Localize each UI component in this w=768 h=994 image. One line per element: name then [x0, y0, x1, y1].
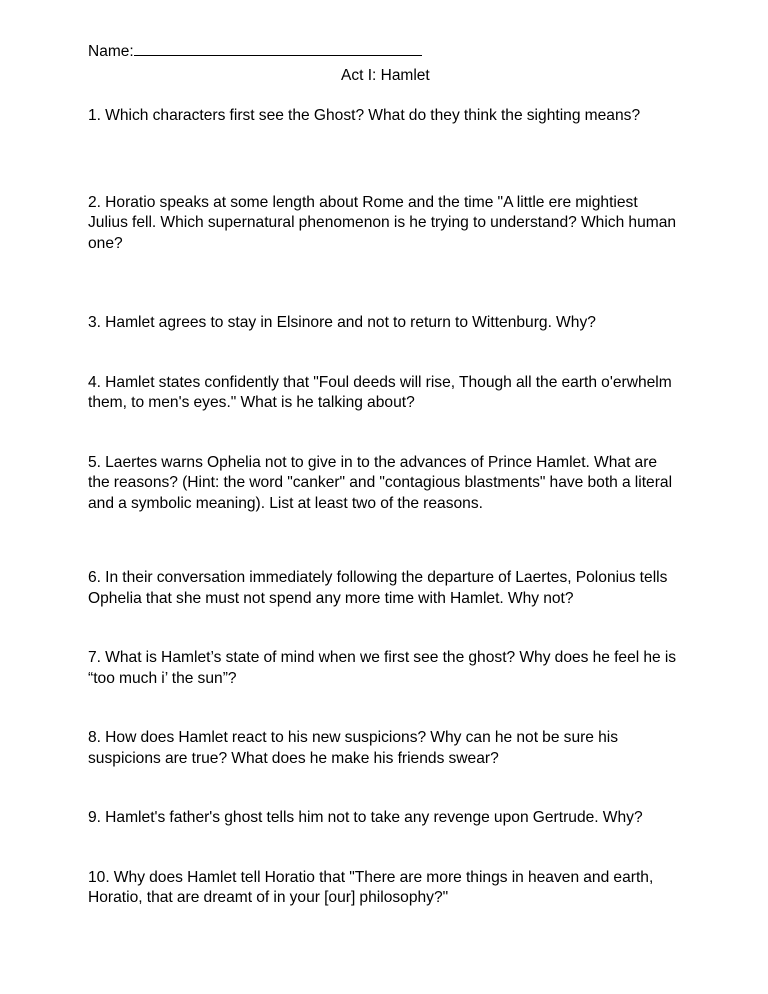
question-9: 9. Hamlet's father's ghost tells him not to take any revenge upon Gertrude. Why?: [88, 809, 643, 826]
question-4: 4. Hamlet states confidently that "Foul deeds will rise, Though all the earth o'erwhelm them, to men's eyes." What is he talking about?: [88, 373, 672, 411]
question-10: 10. Why does Hamlet tell Horatio that "There are more things in heaven and earth, Horatio, that are dreamt of in your [our] philosophy?": [88, 868, 654, 906]
worksheet-body: [88, 42, 678, 924]
question-8: 8. How does Hamlet react to his new suspicions? Why can he not be sure his suspicions are true? What does he make his friends swear?: [88, 729, 619, 767]
name-input-blank[interactable]: [134, 42, 422, 56]
question-7: 7. What is Hamlet’s state of mind when we first see the ghost? Why does he feel he is “too much i’ the sun”?: [88, 649, 677, 687]
page-title: Act I: Hamlet: [341, 67, 430, 84]
name-label: Name:: [88, 43, 134, 60]
name-row: [88, 42, 678, 62]
question-3: 3. Hamlet agrees to stay in Elsinore and not to return to Wittenburg. Why?: [88, 314, 596, 331]
question-1: 1. Which characters first see the Ghost? What do they think the sighting means?: [88, 107, 641, 124]
question-2: 2. Horatio speaks at some length about Rome and the time "A little ere mightiest Julius fell. Which supernatural phenomenon is he trying to understand? Which human one?: [88, 193, 677, 252]
question-6: 6. In their conversation immediately following the departure of Laertes, Polonius tells Ophelia that she must not spend any more time with Hamlet. Why not?: [88, 569, 668, 607]
question-5: 5. Laertes warns Ophelia not to give in to the advances of Prince Hamlet. What are the reasons? (Hint: the word "canker" and "contagious blastments" have both a literal and a symbolic meaning). List at least two of the reasons.: [88, 453, 673, 512]
